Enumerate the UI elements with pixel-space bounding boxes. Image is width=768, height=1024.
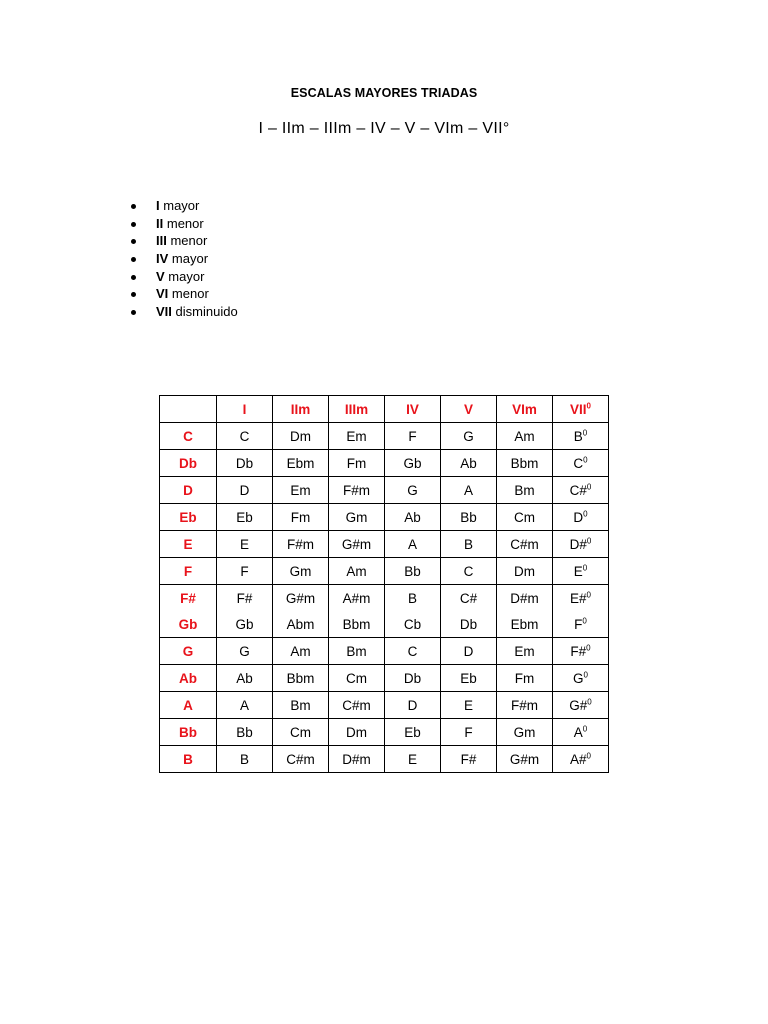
table-chord-cell: Bm: [329, 638, 385, 665]
chord-progression: I – IIm – IIIm – IV – V – VIm – VII°: [258, 120, 510, 137]
table-chord-cell: G#$^0$: [553, 692, 609, 719]
table-chord-cell: Ab: [441, 450, 497, 477]
table-chord-cell: D: [385, 692, 441, 719]
table-chord-cell: Cm: [497, 504, 553, 531]
table-chord-cell: Bb: [385, 558, 441, 585]
table-chord-cell: F#: [217, 585, 273, 612]
bullet-quality: mayor: [168, 268, 205, 284]
bullet-dot-icon: [131, 204, 136, 209]
bullet-item: [128, 250, 238, 268]
table-chord-cell: Bb: [217, 719, 273, 746]
table-chord-cell: D#$^0$: [553, 531, 609, 558]
table-chord-cell: Dm: [329, 719, 385, 746]
table-chord-cell: E: [441, 692, 497, 719]
table-chord-cell: G#m: [273, 585, 329, 612]
table-key-cell: F: [160, 558, 217, 585]
table-key-cell: C: [160, 423, 217, 450]
table-chord-cell: G: [217, 638, 273, 665]
table-chord-cell: Cb: [385, 611, 441, 638]
table-chord-cell: Db: [217, 450, 273, 477]
table-chord-cell: G#m: [497, 746, 553, 773]
table-row: [160, 477, 609, 504]
table-chord-cell: Eb: [441, 665, 497, 692]
table-row: [160, 746, 609, 773]
table-key-cell: Gb: [160, 611, 217, 638]
table-key-cell: Eb: [160, 504, 217, 531]
table-key-cell: Db: [160, 450, 217, 477]
bullet-numeral: III: [156, 233, 167, 249]
diminished-symbol: 0: [586, 482, 592, 491]
diminished-symbol: 0: [586, 643, 591, 652]
bullet-numeral: VI: [156, 286, 169, 302]
bullet-numeral: II: [156, 215, 164, 231]
bullet-item: [128, 232, 238, 250]
bullet-numeral: IV: [156, 251, 169, 267]
table-chord-cell: Gm: [497, 719, 553, 746]
table-key-cell: B: [160, 746, 217, 773]
table-key-cell: Bb: [160, 719, 217, 746]
table-chord-cell: C: [441, 558, 497, 585]
diminished-symbol: 0: [583, 509, 588, 518]
bullet-item: [128, 197, 238, 215]
table-chord-cell: E: [385, 746, 441, 773]
table-chord-cell: E: [217, 531, 273, 558]
table-header-cell: IV: [385, 396, 441, 423]
bullet-dot-icon: [131, 275, 136, 280]
bullet-item: [128, 285, 238, 303]
diminished-symbol: 0: [586, 401, 591, 410]
table-chord-cell: C: [217, 423, 273, 450]
table-chord-cell: Ebm: [273, 450, 329, 477]
bullet-numeral: I: [156, 198, 160, 213]
table-chord-cell: $G^0$: [553, 665, 609, 692]
table-chord-cell: Db: [385, 665, 441, 692]
diminished-symbol: 0: [582, 724, 588, 733]
table-row: [160, 423, 609, 450]
table-chord-cell: Em: [329, 423, 385, 450]
degree-quality-list: [128, 197, 238, 321]
bullet-numeral: V: [156, 268, 165, 284]
table-chord-cell: Dm: [497, 558, 553, 585]
bullet-item: [128, 215, 238, 233]
table-chord-cell: A#m: [329, 585, 385, 612]
table-chord-cell: F#m: [273, 531, 329, 558]
table-row: [160, 450, 609, 477]
table-chord-cell: F: [217, 558, 273, 585]
table-chord-cell: Ab: [385, 504, 441, 531]
bullet-dot-icon: [131, 257, 136, 262]
table-chord-cell: Ab: [217, 665, 273, 692]
table-chord-cell: G: [441, 423, 497, 450]
table-key-cell: G: [160, 638, 217, 665]
table-chord-cell: C#m: [329, 692, 385, 719]
table-chord-cell: D#m: [329, 746, 385, 773]
table-chord-cell: Bbm: [329, 611, 385, 638]
table-chord-cell: F#m: [329, 477, 385, 504]
table-header-cell: IIIm: [329, 396, 385, 423]
table-chord-cell: B: [385, 585, 441, 612]
table-chord-cell: Cm: [273, 719, 329, 746]
table-chord-cell: C#$^0$: [553, 477, 609, 504]
table-chord-cell: D: [441, 638, 497, 665]
table-chord-cell: Bm: [497, 477, 553, 504]
table-header-cell: IIm: [273, 396, 329, 423]
table-chord-cell: Em: [497, 638, 553, 665]
table-chord-cell: $B^0$: [553, 423, 609, 450]
bullet-dot-icon: [131, 310, 136, 315]
diminished-symbol: 0: [586, 590, 591, 599]
table-chord-cell: Fm: [497, 665, 553, 692]
table-chord-cell: B: [441, 531, 497, 558]
table-chord-cell: $E^0$: [553, 558, 609, 585]
table-row: [160, 692, 609, 719]
table-header-row: [160, 396, 609, 423]
table-chord-cell: A: [385, 531, 441, 558]
table-chord-cell: A#$^0$: [553, 746, 609, 773]
table-chord-cell: Bbm: [497, 450, 553, 477]
table-chord-cell: D#m: [497, 585, 553, 612]
table-chord-cell: D: [217, 477, 273, 504]
table-chord-cell: A: [441, 477, 497, 504]
diminished-symbol: 0: [582, 563, 588, 572]
table-chord-cell: F#$^0$: [553, 638, 609, 665]
bullet-quality: menor: [171, 286, 209, 302]
table-chord-cell: F: [385, 423, 441, 450]
bullet-item: [128, 303, 238, 321]
table-chord-cell: Em: [273, 477, 329, 504]
table-chord-cell: Bb: [441, 504, 497, 531]
diminished-symbol: 0: [582, 616, 587, 625]
diminished-symbol: 0: [583, 670, 588, 679]
table-row: [160, 504, 609, 531]
table-row: [160, 558, 609, 585]
bullet-quality: mayor: [163, 198, 200, 213]
diminished-symbol: 0: [586, 536, 592, 545]
table-header-cell: I: [217, 396, 273, 423]
table-chord-cell: $A^0$: [553, 719, 609, 746]
table-key-cell: A: [160, 692, 217, 719]
diminished-symbol: 0: [582, 428, 588, 437]
diminished-symbol: 0: [583, 455, 588, 464]
table-chord-cell: G#m: [329, 531, 385, 558]
table-chord-cell: A: [217, 692, 273, 719]
table-chord-cell: $C^0$: [553, 450, 609, 477]
bullet-quality: menor: [166, 215, 204, 231]
table-chord-cell: Gb: [385, 450, 441, 477]
table-chord-cell: F: [441, 719, 497, 746]
bullet-quality: disminuido: [175, 304, 238, 320]
table-header-cell: V: [441, 396, 497, 423]
table-row: [160, 665, 609, 692]
table-row: [160, 719, 609, 746]
table-chord-cell: Am: [273, 638, 329, 665]
table-chord-cell: Ebm: [497, 611, 553, 638]
table-chord-cell: F#: [441, 746, 497, 773]
table-chord-cell: G: [385, 477, 441, 504]
bullet-quality: mayor: [171, 251, 209, 267]
bullet-dot-icon: [131, 239, 136, 244]
table-chord-cell: Am: [497, 423, 553, 450]
table-chord-cell: Gm: [329, 504, 385, 531]
table-chord-cell: Bm: [273, 692, 329, 719]
table-row: [160, 531, 609, 558]
table-chord-cell: Db: [441, 611, 497, 638]
diminished-symbol: 0: [586, 751, 591, 760]
table-row: [160, 585, 609, 612]
table-chord-cell: Eb: [217, 504, 273, 531]
table-row: [160, 611, 609, 638]
bullet-numeral: VII: [156, 304, 172, 320]
table-chord-cell: Am: [329, 558, 385, 585]
table-chord-cell: B: [217, 746, 273, 773]
table-chord-cell: C: [385, 638, 441, 665]
table-chord-cell: F#m: [497, 692, 553, 719]
table-chord-cell: Dm: [273, 423, 329, 450]
table-chord-cell: Fm: [273, 504, 329, 531]
table-header-cell: VII$^0$: [553, 396, 609, 423]
table-header-cell: VIm: [497, 396, 553, 423]
table-key-cell: F#: [160, 585, 217, 612]
table-chord-cell: Gb: [217, 611, 273, 638]
table-chord-cell: C#m: [273, 746, 329, 773]
table-chord-cell: E#$^0$: [553, 585, 609, 612]
bullet-item: [128, 268, 238, 286]
table-corner-cell: [160, 396, 217, 423]
table-chord-cell: Cm: [329, 665, 385, 692]
table-chord-cell: C#m: [497, 531, 553, 558]
table-chord-cell: Bbm: [273, 665, 329, 692]
bullet-dot-icon: [131, 222, 136, 227]
table-chord-cell: C#: [441, 585, 497, 612]
diminished-symbol: 0: [587, 697, 592, 706]
chord-table: [159, 395, 609, 773]
table-chord-cell: Fm: [329, 450, 385, 477]
document-title: ESCALAS MAYORES TRIADAS: [290, 86, 478, 100]
table-key-cell: D: [160, 477, 217, 504]
table-key-cell: Ab: [160, 665, 217, 692]
table-chord-cell: $F^0$: [553, 611, 609, 638]
table-chord-cell: Abm: [273, 611, 329, 638]
table-chord-cell: Gm: [273, 558, 329, 585]
table-chord-cell: Eb: [385, 719, 441, 746]
table-row: [160, 638, 609, 665]
bullet-quality: menor: [170, 233, 208, 249]
table-key-cell: E: [160, 531, 217, 558]
table-chord-cell: $D^0$: [553, 504, 609, 531]
bullet-dot-icon: [131, 292, 136, 297]
